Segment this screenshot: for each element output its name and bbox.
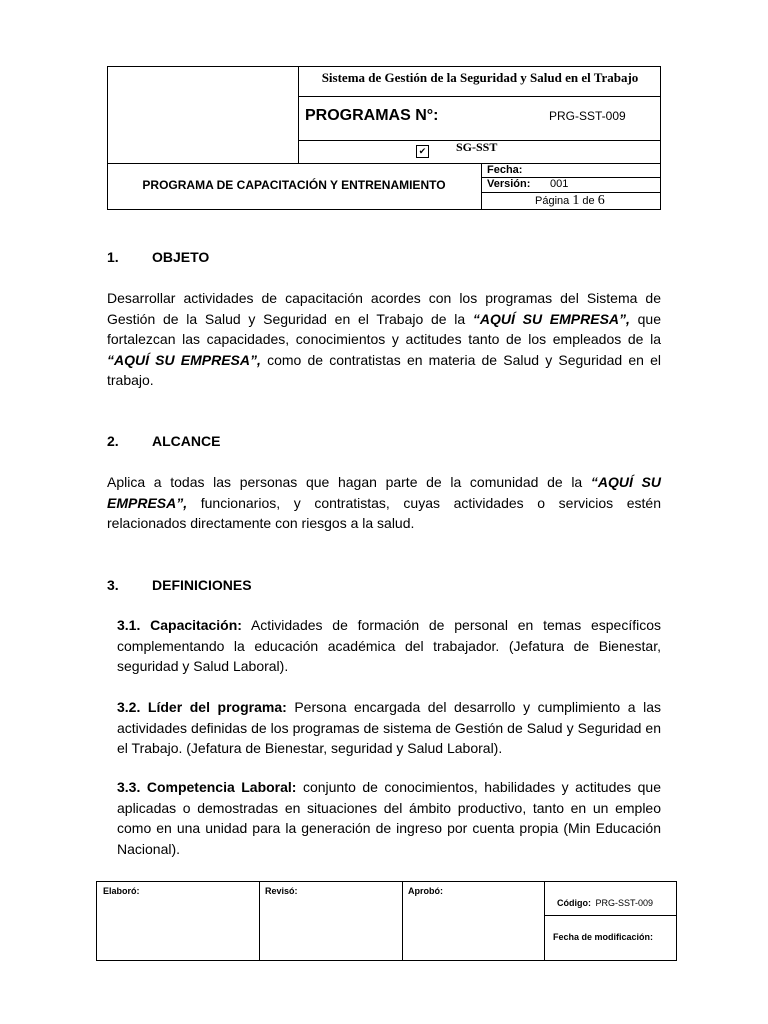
definition-term: 3.3. Competencia Laboral:	[117, 779, 297, 795]
company-placeholder: “AQUÍ SU EMPRESA”,	[107, 351, 261, 368]
aprobo-label: Aprobó:	[408, 886, 443, 896]
objeto-paragraph	[107, 288, 661, 391]
alcance-paragraph	[107, 472, 661, 534]
section-number: 1.	[107, 249, 119, 265]
footer-rule	[544, 915, 676, 916]
definition-lider	[117, 697, 661, 759]
sgsst-checkbox[interactable]: ✔	[416, 145, 429, 158]
footer-divider	[402, 882, 403, 960]
section-title: ALCANCE	[152, 433, 221, 449]
section-number: 2.	[107, 433, 119, 449]
system-title: Sistema de Gestión de la Seguridad y Salud en el Trabajo	[321, 70, 639, 85]
section-heading-alcance	[107, 433, 220, 449]
codigo-cell	[557, 893, 653, 911]
footer-divider	[259, 882, 260, 960]
company-placeholder: “AQUÍ SU EMPRESA”,	[472, 310, 630, 327]
header-rule	[108, 163, 660, 164]
section-heading-objeto	[107, 249, 209, 265]
page-total: 6	[597, 193, 605, 208]
section-title: OBJETO	[152, 249, 210, 265]
definition-text: conjunto de conocimientos, habilidades y actitudes que aplicadas o demostradas en situaciones del ámbito productivo, tanto en un empleo como en una unidad para la generación de ingreso por cuenta propia (Min Educación Nacional).	[117, 779, 661, 857]
definition-competencia	[117, 777, 661, 859]
definition-text: Actividades de formación de personal en temas específicos complementando la educación académica del trabajador. (Jefatura de Bienestar, seguridad y Salud Laboral).	[117, 617, 662, 674]
section-title: DEFINICIONES	[152, 577, 252, 593]
version-label: Versión:	[487, 178, 531, 190]
section-heading-definiciones	[107, 577, 252, 593]
alcance-text: Aplica a todas las personas que hagan parte de la comunidad de la	[107, 474, 591, 490]
alcance-text: funcionarios, y contratistas, cuyas actividades o servicios estén relacionados directamente con riesgos a la salud.	[107, 494, 661, 531]
fecha-label: Fecha:	[487, 164, 523, 176]
objeto-text: Desarrollar actividades de capacitación acordes con los programas del Sistema de Gestión de la Salud y Seguridad en el Trabajo de la	[107, 290, 661, 327]
section-number: 3.	[107, 577, 119, 593]
codigo-label: Código:	[557, 898, 591, 908]
definition-term: 3.1. Capacitación:	[117, 617, 242, 633]
footer-divider	[544, 882, 545, 960]
company-placeholder: “AQUÍ SU EMPRESA”,	[107, 474, 661, 511]
header-info-divider	[481, 163, 482, 210]
objeto-text: como de contratistas en materia de Salud y Seguridad en el trabajo.	[107, 351, 662, 388]
program-code: PRG-SST-009	[549, 109, 626, 123]
version-value: 001	[550, 178, 569, 190]
codigo-value: PRG-SST-009	[595, 898, 653, 908]
fecha-modificacion-label: Fecha de modificación:	[553, 932, 654, 942]
programs-label: PROGRAMAS N°:	[305, 107, 439, 124]
page-of: de	[582, 195, 595, 207]
reviso-label: Revisó:	[265, 886, 298, 896]
page-current: 1	[572, 193, 580, 208]
page-word: Página	[535, 195, 570, 207]
objeto-text: que fortalezcan las capacidades, conocimientos y actitudes tanto de los empleados de la	[107, 310, 661, 347]
elaboro-label: Elaboró:	[103, 886, 140, 896]
sgsst-label: SG-SST	[456, 140, 498, 154]
page-indicator	[535, 193, 605, 209]
definition-text: Persona encargada del desarrollo y cumplimiento a las actividades definidas de los programas de sistema de Gestión de Salud y Seguridad en el Trabajo. (Jefatura de Bienestar, seguridad y Salud Laboral).	[117, 699, 661, 756]
definition-term: 3.2. Líder del programa:	[117, 699, 287, 715]
definition-capacitacion	[117, 615, 661, 677]
header-rule	[298, 96, 660, 97]
program-name: PROGRAMA DE CAPACITACIÓN Y ENTRENAMIENTO	[142, 178, 446, 192]
